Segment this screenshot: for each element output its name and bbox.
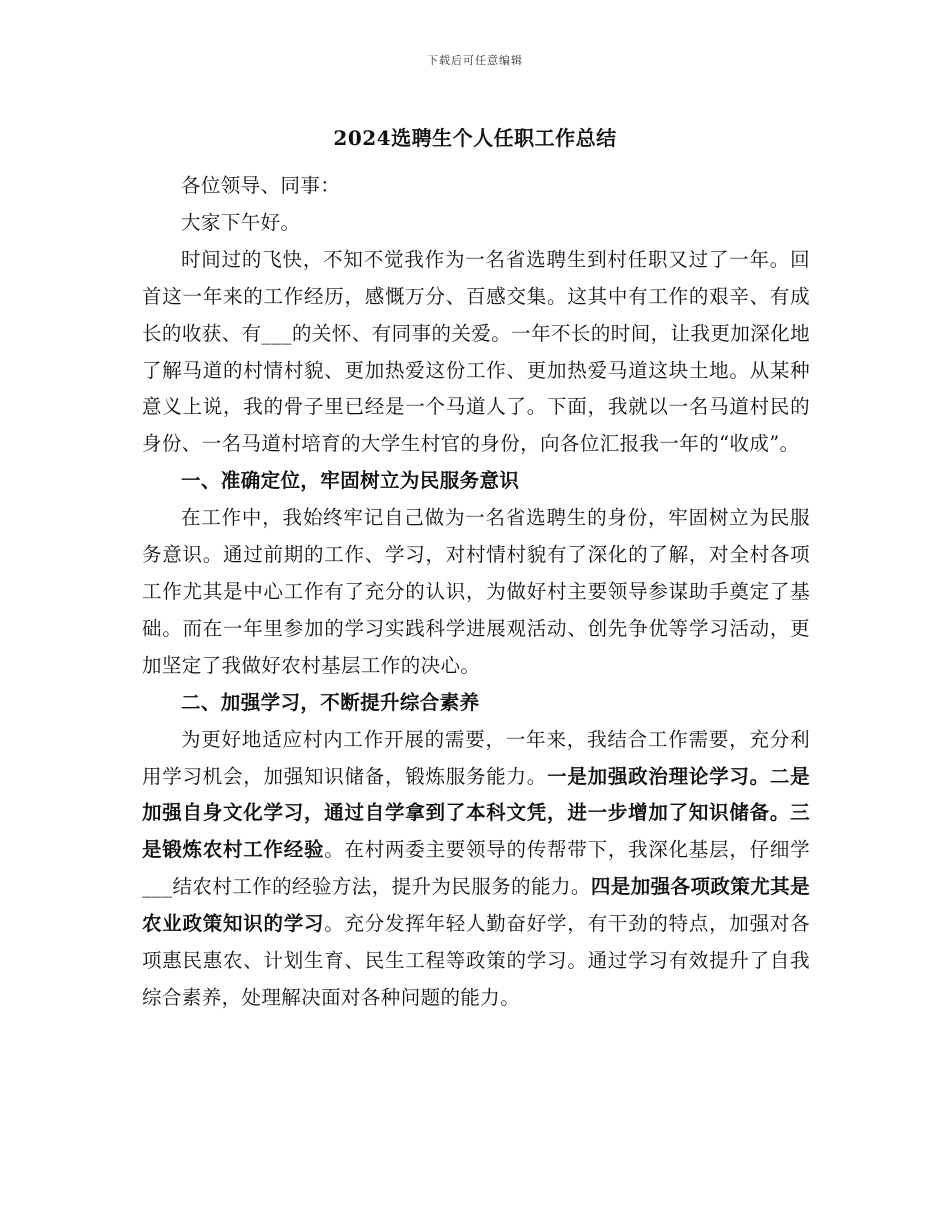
section2-heading: 二、加强学习，不断提升综合素养 bbox=[181, 690, 480, 714]
document-title: 2024选聘生个人任职工作总结 bbox=[333, 126, 617, 150]
section2-paragraph bbox=[142, 722, 810, 1017]
document-body bbox=[142, 168, 810, 1017]
section2-bold-a: 一是加强政治理论学习。二是加强自身文化学习，通过自学拿到了本科文凭，进一步增加了知识储备。三是锻炼农村工作经验 bbox=[142, 764, 810, 862]
header-note: 下载后可任意编辑 bbox=[427, 54, 523, 67]
salutation: 各位领导、同事： bbox=[181, 174, 341, 197]
greeting: 大家下午好。 bbox=[181, 210, 301, 234]
section1-paragraph: 在工作中，我始终牢记自己做为一名省选聘生的身份，牢固树立为民服务意识。通过前期的工作、学习，对村情村貌有了深化的了解，对全村各项工作尤其是中心工作有了充分的认识，为做好村主要领导参谋助手奠定了基础。而在一年里参加的学习实践科学进展观活动、创先争优等学习活动，更加坚定了我做好农村基层工作的决心。 bbox=[142, 506, 810, 677]
section2-text-c: 。充分发挥年轻人勤奋好学，有干劲的特点，加强对各项惠民惠农、计划生育、民生工程等政策的学习。通过学习有效提升了自我综合素养，处理解决面对各种问题的能力。 bbox=[142, 912, 810, 1009]
section1-heading: 一、准确定位，牢固树立为民服务意识 bbox=[181, 469, 520, 493]
intro-paragraph: 时间过的飞快，不知不觉我作为一名省选聘生到村任职又过了一年。回首这一年来的工作经历，感慨万分、百感交集。这其中有工作的艰辛、有成长的收获、有___的关怀、有同事的关爱。一年不长的时间，让我更加深化地了解马道的村情村貌、更加热爱这份工作、更加热爱马道这块土地。从某种意义上说，我的骨子里已经是一个马道人了。下面，我就以一名马道村民的身份、一名马道村培育的大学生村官的身份，向各位汇报我一年的“收成”。 bbox=[142, 247, 810, 456]
section2-text-a: 为更好地适应村内工作开展的需要，一年来，我结合工作需要，充分利用学习机会，加强知识储备，锻炼服务能力。 bbox=[142, 727, 810, 788]
section2-bold-b: 四是加强各项政策尤其是农业政策知识的学习 bbox=[142, 875, 810, 936]
section2-text-b: 。在村两委主要领导的传帮带下，我深化基层，仔细学___结农村工作的经验方法，提升为民服务的能力。 bbox=[142, 838, 810, 899]
